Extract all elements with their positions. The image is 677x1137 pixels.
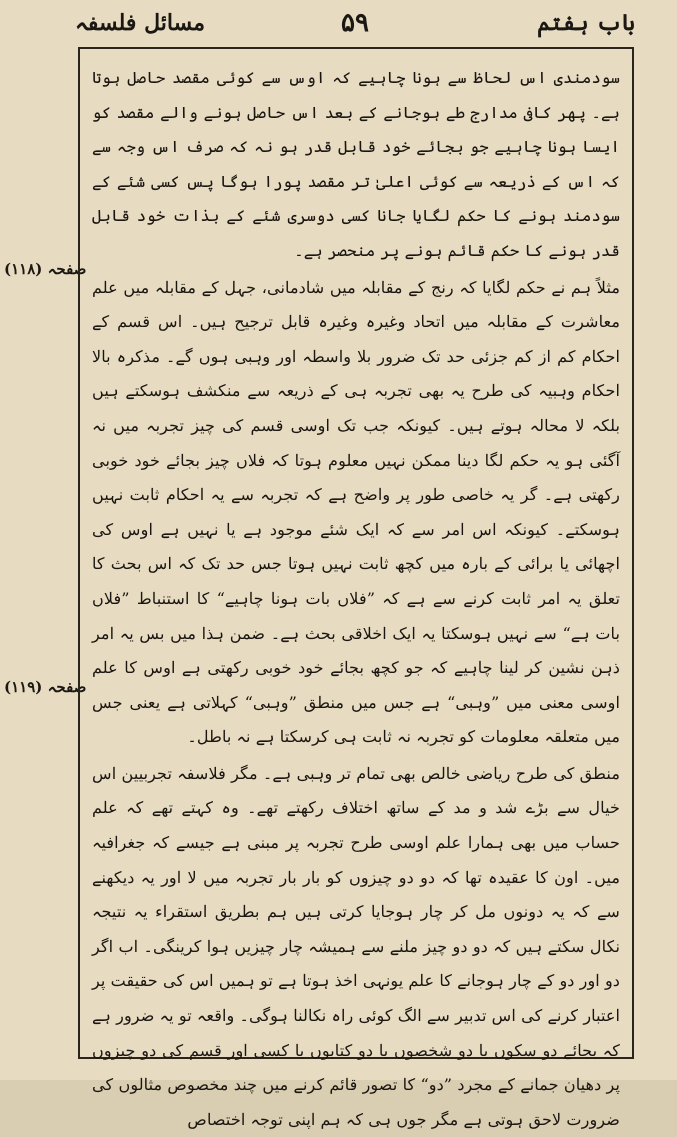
margin-note-page-ref-1: صفحہ (۱۱۸) bbox=[4, 260, 87, 278]
paragraph-3: منطق کی طرح ریاضی خالص بھی تمام تر وہبی ہے۔ مگر فلاسفہ تجربیین اس خیال سے بڑے شد و مد کے ساتھ اختلاف رکھتے تھے۔ وہ کہتے تھے کہ علم حساب میں بھی ہمارا علم اوسی طرح تجربہ پر مبنی ہے جیسے کہ جغرافیہ میں۔ اون کا عقیدہ تھا کہ دو دو چیزوں کو بار بار تجربہ میں لا اور یہ دیکھنے سے کہ یہ دونوں مل کر چار ہوجایا کرتی ہیں ہم بطریق استقراء یہ نتیجہ نکال سکتے ہیں کہ دو دو چیز ملنے سے ہمیشہ چار چیزیں ہوا کرینگی۔ اب اگر دو اور دو کے چار ہوجانے کا علم یونہی اخذ ہوتا ہے تو ہمیں اس کی حقیقت پر اعتبار کرنے کی اس تدبیر سے الگ کوئی راہ نکالنا ہوگی۔ واقعہ تو یہ ضرور ہے کہ بجائے دو سکوں یا دو شخصوں یا دو کتابوں یا کسی اور قسم کی دو چیزوں پر دھیان جمانے کے مجرد ”دو“ کا تصور قائم کرنے میں چند مخصوص مثالوں کی ضرورت لاحق ہوتی ہے مگر جوں ہی کہ ہم اپنی توجہ اختصاص bbox=[92, 763, 620, 1129]
page-header bbox=[75, 6, 635, 44]
margin-note-page-ref-2: صفحہ (۱۱۹) bbox=[4, 678, 87, 696]
text-frame bbox=[78, 47, 634, 1129]
book-title: مسائل فلسفہ bbox=[75, 10, 206, 36]
chapter-title: باب ہفتم bbox=[537, 10, 635, 36]
paragraph-2: مثلاً ہم نے حکم لگایا کہ رنج کے مقابلہ میں شادمانی، جہل کے مقابلہ میں علم معاشرت کے مقابلہ میں اتحاد وغیرہ وغیرہ قابل ترجیح ہیں۔ اس قسم کے احکام کم از کم جزئی حد تک ضرور بلا واسطہ اور وہبی ہوں گے۔ مذکرہ بالا احکام وہبیہ کی طرح یہ بھی تجربہ ہی کے ذریعہ سے منکشف ہوسکتے ہیں بلکہ لا محالہ ہوتے ہیں۔ کیونکہ جب تک اوسی قسم کی چیز تجربہ میں نہ آگئی ہو یہ حکم لگا دینا ممکن نہیں معلوم ہوتا کہ فلاں چیز بجائے خود خوبی رکھتی ہے۔ گر یہ خاصی طور پر واضح ہے کہ تجربہ سے یہ احکام ثابت نہیں ہوسکتے۔ کیونکہ اس امر سے کہ ایک شئے موجود ہے یا نہیں ہے اوس کی اچھائی یا برائی کے بارہ میں کچھ ثابت نہیں ہوتا جس حد تک کہ اس بحث کا تعلق یہ امر ثابت کرنے سے ہے کہ ”فلاں بات ہونا چاہیے“ کا استنباط ”فلاں بات ہے“ سے نہیں ہوسکتا یہ ایک اخلاقی بحث ہے۔ ضمن ہذا میں بس یہ امر ذہن نشین کر لینا چاہیے کہ جو کچھ بجائے خود خوبی رکھتی ہے اوس کا علم اوسی معنی میں ”وہبی“ ہے جس میں منطق ”وہبی“ کہلاتی ہے یعنی جس میں متعلقہ معلومات کو تجربہ نہ ثابت ہی کرسکتا ہے نہ باطل۔ bbox=[92, 277, 620, 747]
page-number: ۵۹ bbox=[341, 8, 369, 38]
paragraph-1: سودمندی اس لحاظ سے ہونا چاہیے کہ اوس سے کوئی مقصد حاصل ہوتا ہے۔ پھر کافی مدارج طے ہوجانے کے بعد اس حاصل ہونے والے مقصد کو ایسا ہونا چاہیے جو بجائے خود قابل قدر ہو نہ کہ صرف اس وجہ سے کہ اس کے ذریعہ سے کوئی اعلیٰ تر مقصد پورا ہوگا پس کسی شئے کے سودمند ہونے کا حکم لگایا جانا کسی دوسری شئے کے بذات خود قابل قدر ہونے کا حکم قائم ہونے پر منحصر ہے۔ bbox=[92, 68, 620, 260]
